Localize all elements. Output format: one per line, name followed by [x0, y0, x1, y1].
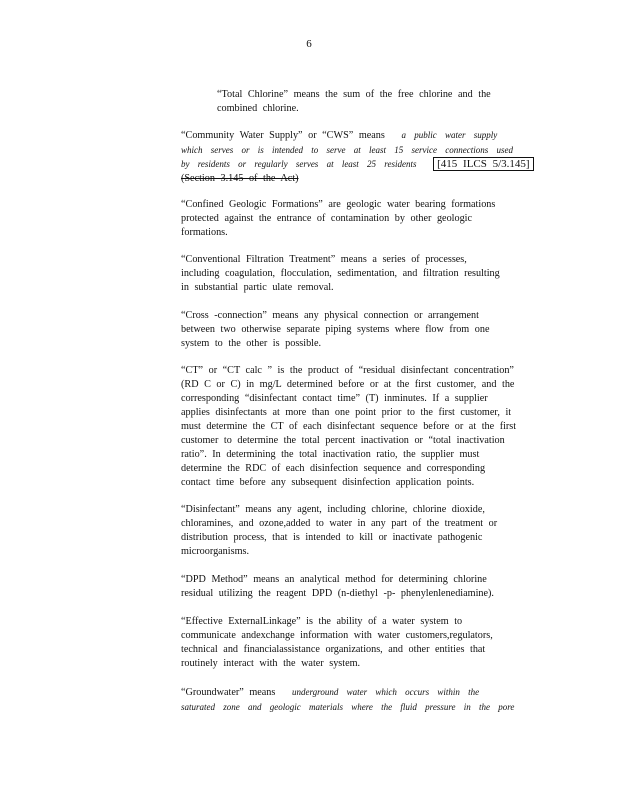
definition-effective-external-linkage — [181, 615, 516, 671]
definition-disinfectant — [181, 503, 517, 559]
definition-line — [181, 157, 536, 172]
definition-line: including coagulation, flocculation, sedimentation, and filtration resulting — [181, 268, 500, 279]
page-number: 6 — [306, 38, 312, 50]
statute-citation: [415 ILCS 5/3.145] — [433, 157, 533, 171]
definition-community-water-supply — [181, 128, 536, 186]
definition-line — [181, 685, 536, 700]
cws-text: a public water supply — [401, 130, 498, 140]
groundwater-text: underground water which occurs within the — [292, 687, 480, 697]
definition-line: formations. — [181, 227, 228, 238]
definition-line: which serves or is intended to serve at least 15 service connections used — [181, 145, 513, 155]
definition-line: “Confined Geologic Formations” are geologic water bearing formations — [181, 199, 496, 210]
definition-line: must determine the CT of each disinfectant sequence before or at the first — [181, 421, 517, 432]
definition-line — [181, 128, 536, 143]
cws-term: “Community Water Supply” or “CWS” means — [181, 130, 385, 141]
definition-line: “CT” or “CT calc ” is the product of “residual disinfectant concentration” — [181, 365, 514, 376]
definition-line: “Total Chlorine” means the sum of the free chlorine and the — [217, 89, 491, 100]
definition-line: contact time before any subsequent disinfection application points. — [181, 477, 475, 488]
definition-line: “Cross -connection” means any physical connection or arrangement — [181, 310, 479, 321]
definition-line: customer to determine the total percent inactivation or “total inactivation — [181, 435, 505, 446]
struck-text: (Section 3.145 of the Act) — [181, 173, 299, 184]
definition-confined-geologic-formations — [181, 198, 521, 240]
definition-line: corresponding “disinfectant contact time” (T) inminutes. If a supplier — [181, 393, 488, 404]
definition-conventional-filtration — [181, 253, 533, 295]
definition-line: routinely interact with the water system. — [181, 658, 361, 669]
definition-line: residual utilizing the reagent DPD (n-diethyl -p- phenylenlenediamine). — [181, 588, 494, 599]
definition-line: in substantial partic ulate removal. — [181, 282, 334, 293]
definition-cross-connection — [181, 309, 516, 351]
definition-line: system to the other is possible. — [181, 338, 322, 349]
definition-line: distribution process, that is intended to kill or inactivate pathogenic — [181, 532, 483, 543]
definition-line: applies disinfectants at more than one point prior to the first customer, it — [181, 407, 512, 418]
definition-line: technical and financialassistance organizations, and other entities that — [181, 644, 486, 655]
definition-total-chlorine — [217, 88, 522, 116]
definition-groundwater — [181, 685, 536, 714]
definition-line: “DPD Method” means an analytical method for determining chlorine — [181, 574, 487, 585]
definition-line: determine the RDC of each disinfection sequence and corresponding — [181, 463, 486, 474]
definition-line: “Conventional Filtration Treatment” means a series of processes, — [181, 254, 467, 265]
definition-line: combined chlorine. — [217, 103, 299, 114]
definition-line: “Disinfectant” means any agent, including chlorine, chlorine dioxide, — [181, 504, 485, 515]
groundwater-term: “Groundwater” means — [181, 687, 276, 698]
definition-line: protected against the entrance of contamination by other geologic — [181, 213, 473, 224]
definition-line: chloramines, and ozone,added to water in any part of the treatment or — [181, 518, 498, 529]
definition-line: “Effective ExternalLinkage” is the ability of a water system to — [181, 616, 463, 627]
definition-dpd-method — [181, 573, 506, 601]
definition-line: saturated zone and geologic materials where the fluid pressure in the pore — [181, 702, 515, 712]
definition-line: communicate andexchange information with water customers,regulators, — [181, 630, 493, 641]
definition-line: ratio”. In determining the total inactivation ratio, the supplier must — [181, 449, 480, 460]
definition-line: between two otherwise separate piping systems where flow from one — [181, 324, 490, 335]
cws-text: by residents or regularly serves at least 25 residents — [181, 159, 417, 169]
definition-ct — [181, 364, 533, 490]
definition-line: (RD C or C) in mg/L determined before or at the first customer, and the — [181, 379, 515, 390]
definition-line: microorganisms. — [181, 546, 250, 557]
